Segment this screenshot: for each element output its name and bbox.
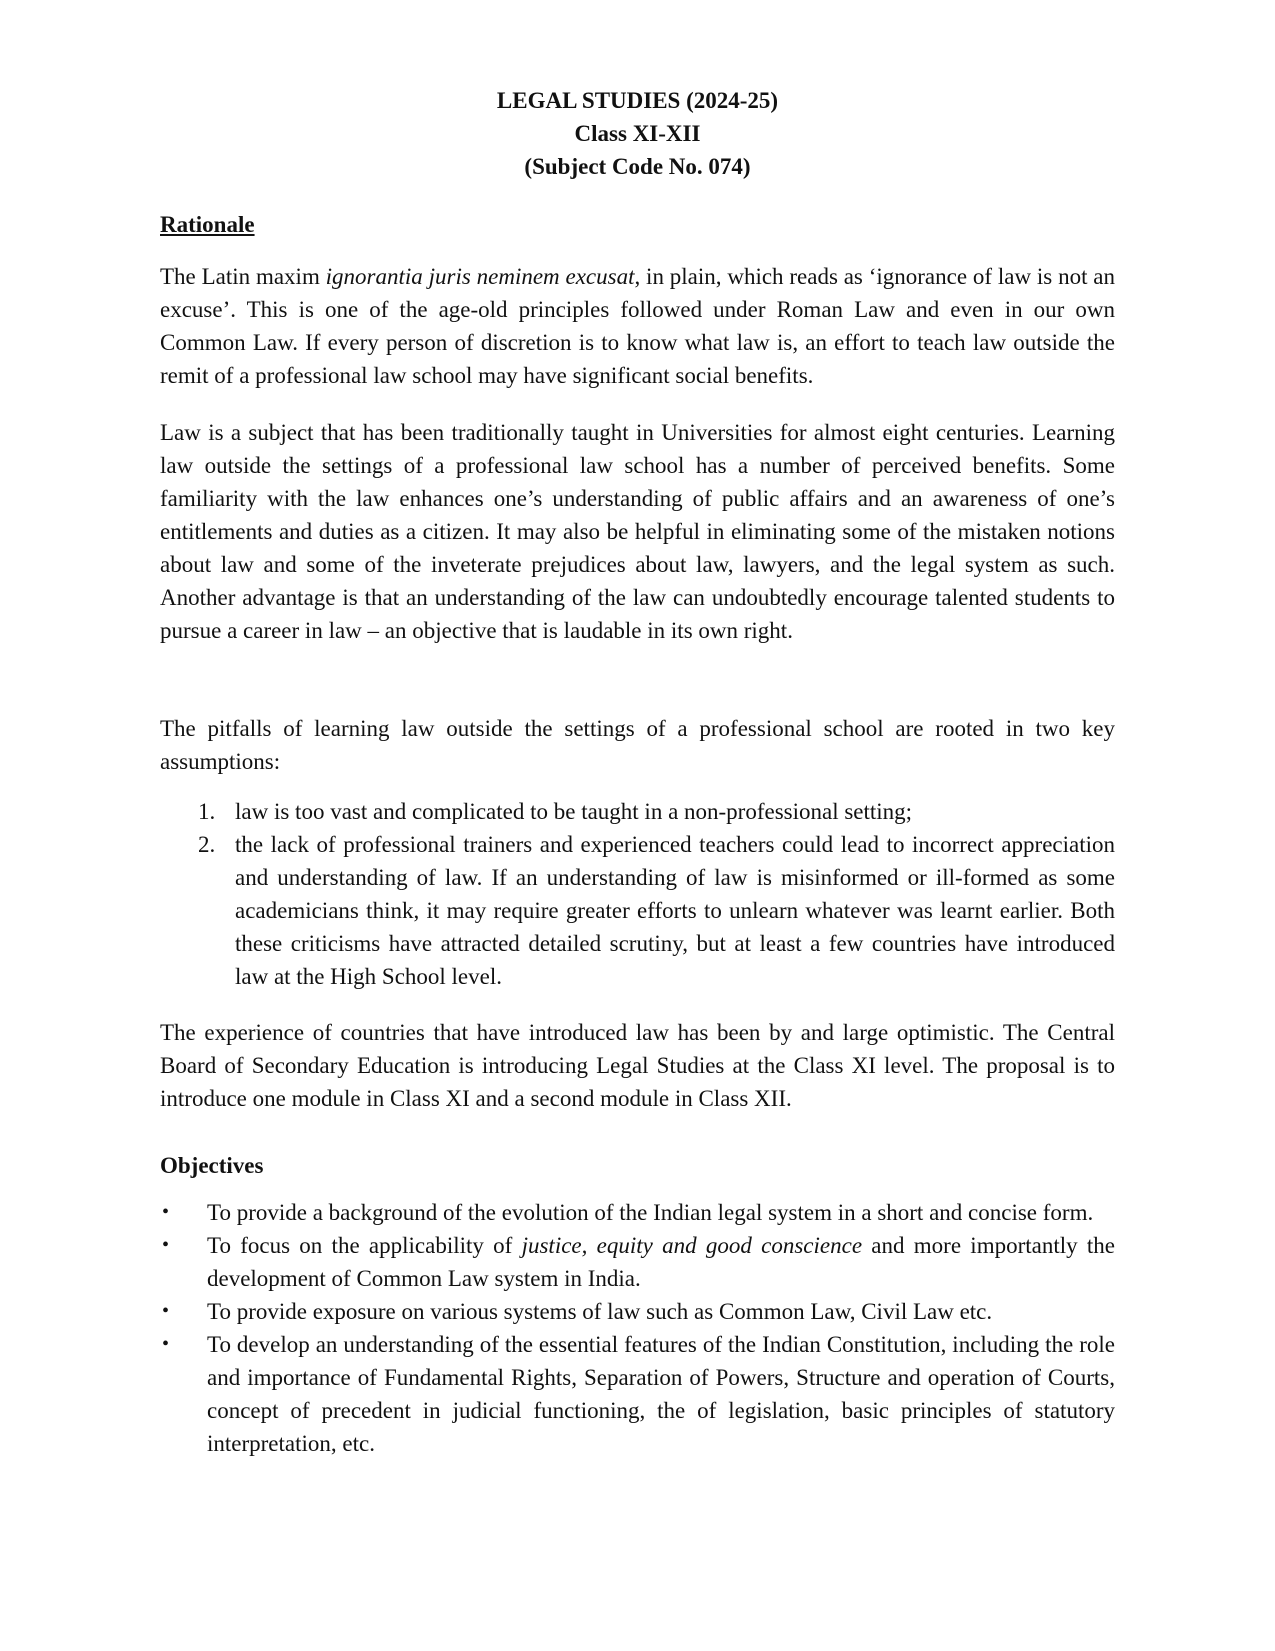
rationale-paragraph-2: Law is a subject that has been traditionally taught in Universities for almost eight centuries. Learning law outside the settings of a professional law school has a number of perceived benefits. Some familiarity with the law enhances one’s understanding of public affairs and an awareness of one’s entitlements and duties as a citizen. It may also be helpful in eliminating some of the mistaken notions about law and some of the inveterate prejudices about law, lawyers, and the legal system as such. Another advantage is that an understanding of the law can undoubtedly encourage talented students to pursue a career in law – an objective that is laudable in its own right.	[160, 420, 1115, 643]
list-number: 2.	[198, 832, 216, 857]
objective-text: To provide exposure on various systems of law such as Common Law, Civil Law etc.	[207, 1299, 993, 1324]
bullet-icon: •	[162, 1333, 170, 1355]
list-item	[160, 1229, 1115, 1295]
rationale-p1-text-end: , in plain, which reads as ‘ignorance of law is not an excuse’. This is one of the age-old principles followed under Roman Law and even in our own Common Law. If every person of discretion is to know what law is, an effort to teach law outside the remit of a professional law school may have significant social benefits.	[160, 264, 1116, 388]
list-item-text: the lack of professional trainers and experienced teachers could lead to incorrect appreciation and understanding of law. If an understanding of law is misinformed or ill-formed as some academicians think, it may require greater efforts to unlearn whatever was learnt earlier. Both these criticisms have attracted detailed scrutiny, but at least a few countries have introduced law at the High School level.	[235, 832, 1115, 989]
objective-text: To develop an understanding of the essential features of the Indian Constitution, including the role and importance of Fundamental Rights, Separation of Powers, Structure and operation of Courts, concept of precedent in judicial functioning, the of legislation, basic principles of statutory interpretation, etc.	[207, 1332, 1115, 1456]
objective-text-start: To focus on the applicability of	[207, 1233, 522, 1258]
list-item	[160, 1295, 1115, 1328]
rationale-heading: Rationale	[160, 212, 255, 237]
list-item	[160, 1196, 1115, 1229]
bullet-icon: •	[162, 1201, 170, 1223]
assumptions-list	[160, 795, 1115, 993]
list-item	[160, 795, 1115, 828]
rationale-paragraph-4: The experience of countries that have introduced law has been by and large optimistic. The Central Board of Secondary Education is introducing Legal Studies at the Class XI level. The proposal is to introduce one module in Class XI and a second module in Class XII.	[160, 1020, 1115, 1111]
list-item-text: law is too vast and complicated to be taught in a non-professional setting;	[235, 799, 913, 824]
list-number: 1.	[198, 799, 216, 824]
objectives-list	[160, 1196, 1115, 1460]
rationale-paragraph-3: The pitfalls of learning law outside the settings of a professional school are rooted in two key assumptions:	[160, 716, 1115, 774]
document-title-block	[160, 84, 1115, 183]
objective-text: To provide a background of the evolution of the Indian legal system in a short and concise form.	[207, 1200, 1094, 1225]
objective-italic-phrase: justice, equity and good conscience	[521, 1233, 863, 1258]
objectives-heading: Objectives	[160, 1153, 264, 1178]
class-range: Class XI-XII	[574, 121, 701, 146]
list-item	[160, 1328, 1115, 1460]
document-title: LEGAL STUDIES (2024-25)	[496, 88, 779, 113]
bullet-icon: •	[162, 1234, 170, 1256]
list-item	[160, 828, 1115, 993]
bullet-icon: •	[162, 1300, 170, 1322]
objective-text-end: and more importantly the development of Common Law system in India.	[207, 1233, 1115, 1291]
latin-maxim: ignorantia juris neminem excusat	[325, 264, 635, 289]
rationale-paragraph-1	[160, 260, 1115, 392]
subject-code: (Subject Code No. 074)	[524, 154, 751, 179]
rationale-p1-text-start: The Latin maxim	[160, 264, 326, 289]
